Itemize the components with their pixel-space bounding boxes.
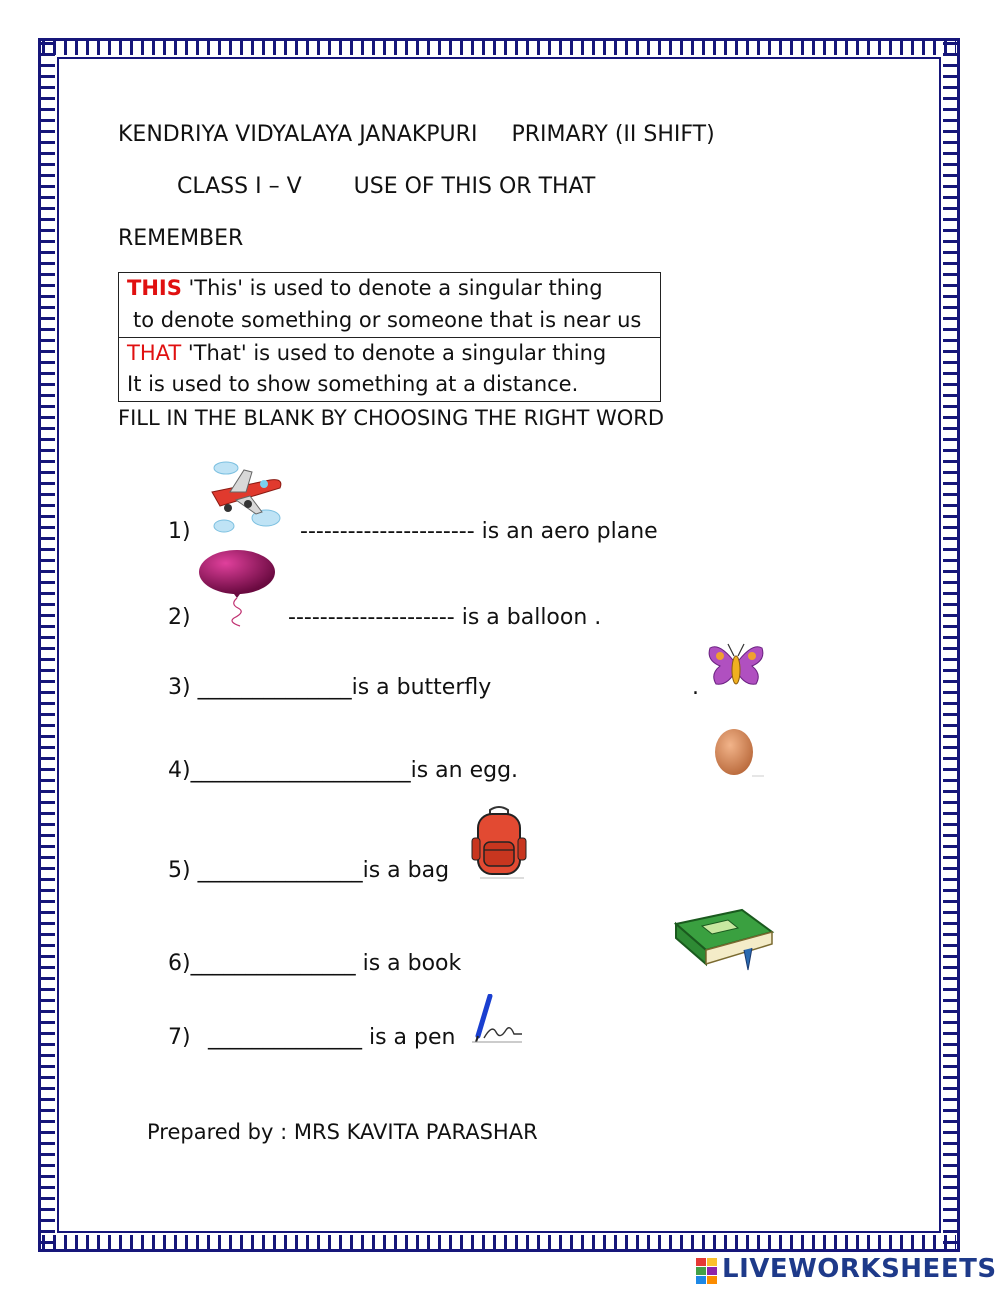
page-title <box>118 122 715 147</box>
section-name: PRIMARY (II SHIFT) <box>511 122 715 147</box>
question-6: 6)_______________ is a book <box>168 951 462 976</box>
prepared-by: Prepared by : MRS KAVITA PARASHAR <box>147 1120 538 1144</box>
that-rule-line1: THAT 'That' is used to denote a singular thing <box>127 341 607 365</box>
butterfly-icon <box>706 640 766 692</box>
remember-heading: REMEMBER <box>118 226 244 251</box>
that-rule-line2: It is used to show something at a distance. <box>127 372 579 396</box>
brand-watermark: LIVEWORKSHEETS <box>722 1254 997 1284</box>
balloon-icon <box>198 546 278 628</box>
class-label: CLASS I – V <box>177 174 302 199</box>
page-border-right <box>943 42 957 1248</box>
subtitle <box>177 174 595 199</box>
question-7-text: ______________ is a pen <box>208 1025 456 1050</box>
that-word: THAT <box>127 341 182 365</box>
school-name: KENDRIYA VIDYALAYA JANAKPURI <box>118 122 478 147</box>
topic-label: USE OF THIS OR THAT <box>353 174 596 199</box>
page-border-bottom <box>42 1235 956 1249</box>
page-border-top <box>42 41 956 55</box>
this-rule-line1: THIS 'This' is used to denote a singular thing <box>127 276 603 300</box>
this-word: THIS <box>127 276 182 300</box>
answer-blank[interactable]: ______________ <box>197 675 352 700</box>
airplane-icon <box>200 458 288 538</box>
question-number: 1) <box>168 519 191 544</box>
rule-box <box>118 272 661 402</box>
question-number: 5) <box>168 858 191 883</box>
book-icon <box>672 904 776 972</box>
egg-icon <box>708 722 766 780</box>
question-4: 4)____________________is an egg. <box>168 758 519 783</box>
liveworksheets-logo-icon <box>696 1258 718 1284</box>
pen-icon <box>462 994 526 1046</box>
stray-dot: . <box>692 675 699 700</box>
instruction: FILL IN THE BLANK BY CHOOSING THE RIGHT WORD <box>118 406 665 430</box>
answer-blank[interactable]: ____________________ <box>190 758 411 783</box>
question-number: 4) <box>168 758 191 783</box>
answer-blank[interactable]: ---------------------- <box>300 519 475 544</box>
backpack-icon <box>470 804 528 882</box>
page-border-left <box>41 42 55 1248</box>
question-1-text: ---------------------- is an aero plane <box>300 519 658 544</box>
question-3: 3) ______________is a butterfly <box>168 675 492 700</box>
question-2 <box>168 605 191 630</box>
question-number: 2) <box>168 605 191 630</box>
question-number: 6) <box>168 951 191 976</box>
question-2-text: --------------------- is a balloon . <box>288 605 602 630</box>
question-7 <box>168 1025 191 1050</box>
question-1 <box>168 519 191 544</box>
rule-divider <box>119 337 660 338</box>
answer-blank[interactable]: _______________ <box>197 858 363 883</box>
this-rule-line2: to denote something or someone that is near us <box>133 308 642 332</box>
answer-blank[interactable]: ______________ <box>208 1025 362 1050</box>
question-number: 3) <box>168 675 191 700</box>
question-number: 7) <box>168 1025 191 1050</box>
answer-blank[interactable]: _______________ <box>190 951 356 976</box>
answer-blank[interactable]: --------------------- <box>288 605 455 630</box>
question-5: 5) _______________is a bag <box>168 858 450 883</box>
